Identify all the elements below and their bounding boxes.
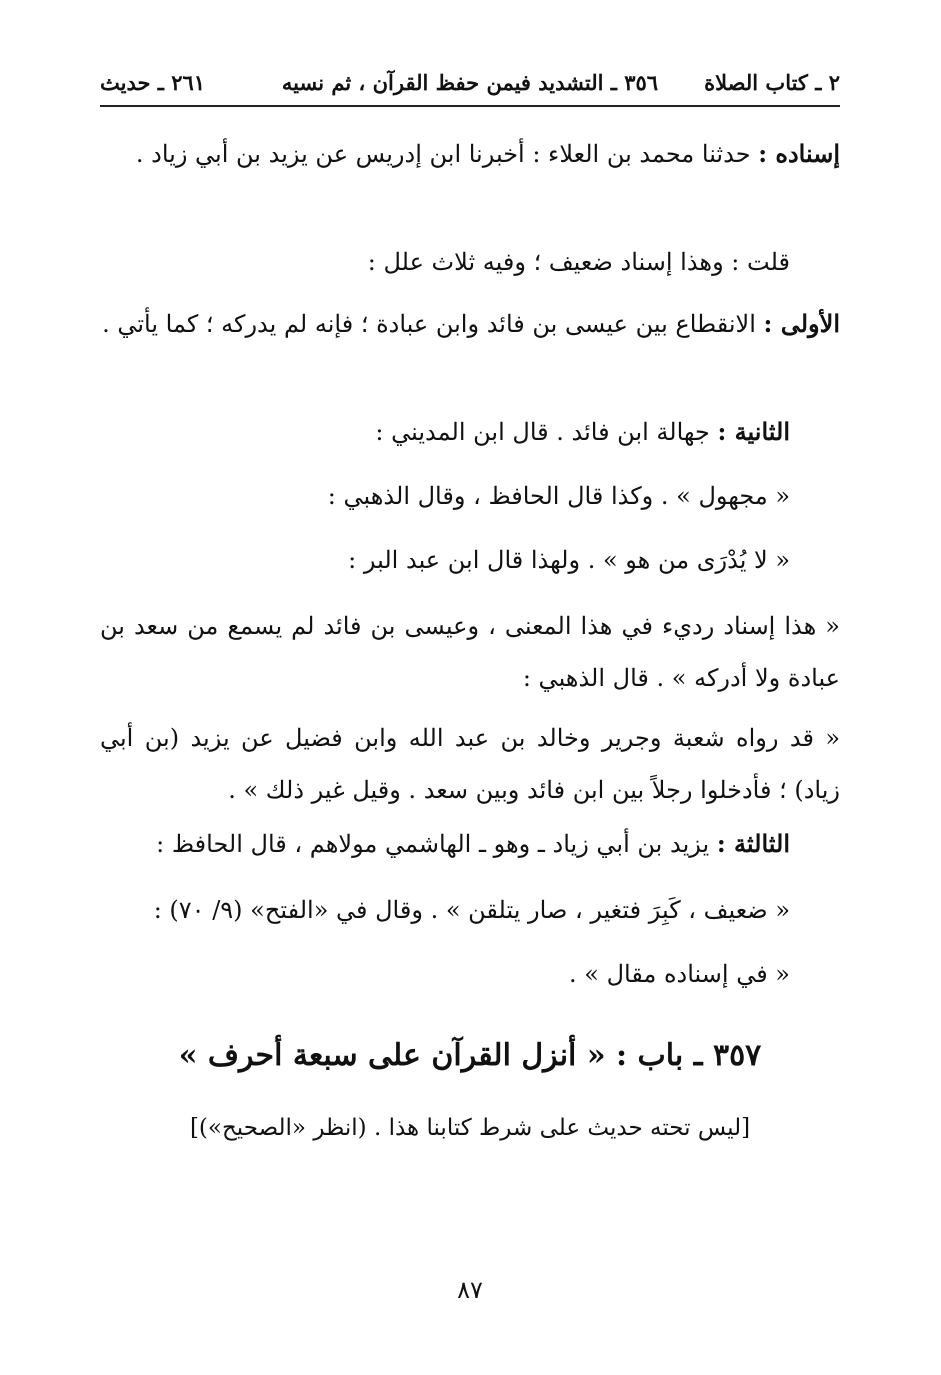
page-number: ٨٧ [457,1276,483,1304]
paragraph-label: الثانية : [717,417,790,446]
paragraph-quote [100,712,840,816]
section-heading: ٣٥٧ ـ باب : « أنزل القرآن على سبعة أحرف » [178,1038,762,1073]
header-rule [100,105,840,107]
paragraph-label: الأولى : [763,309,840,338]
paragraph-quote [100,600,840,704]
paragraph-quote [100,534,790,586]
header-book-title: ٢ ـ كتاب الصلاة [704,69,840,95]
paragraph-label: إسناده : [758,139,840,168]
paragraph-second-defect [100,406,790,458]
paragraph-text: « لا يُدْرَى من هو » . ولهذا قال ابن عبد البر : [348,546,790,574]
section-note: [ليس تحته حديث على شرط كتابنا هذا . (انظر «الصحيح»)] [189,1115,751,1141]
paragraph-quote [100,470,790,522]
paragraph-text: « مجهول » . وكذا قال الحافظ ، وقال الذهبي : [327,482,790,510]
header-chapter-title: ٣٥٦ ـ التشديد فيمن حفظ القرآن ، ثم نسيه [281,69,659,95]
paragraph-text: قلت : وهذا إسناد ضعيف ؛ وفيه ثلاث علل : [367,248,790,276]
paragraph-label: الثالثة : [716,829,790,858]
paragraph-text: يزيد بن أبي زياد ـ وهو ـ الهاشمي مولاهم ، قال الحافظ : [156,830,717,858]
header-hadith-number: ٢٦١ ـ حديث [100,69,206,95]
paragraph-comment [100,236,790,288]
paragraph-text: « قد رواه شعبة وجرير وخالد بن عبد الله وابن فضيل عن يزيد (بن أبي زياد) ؛ فأدخلوا رجلاً بين ابن فائد وبين سعد . وقيل غير ذلك » . [100,724,840,804]
running-header [100,66,840,98]
paragraph-first-defect [100,298,840,350]
paragraph-quote [100,884,790,936]
paragraph-isnad [100,128,840,180]
paragraph-text: « هذا إسناد رديء في هذا المعنى ، وعيسى بن فائد لم يسمع من سعد بن عبادة ولا أدركه » . قال الذهبي : [100,612,840,692]
paragraph-quote [100,948,790,1000]
paragraph-text: الانقطاع بين عيسى بن فائد وابن عبادة ؛ فإنه لم يدركه ؛ كما يأتي . [102,310,764,338]
paragraph-text: « في إسناده مقال » . [569,960,790,988]
paragraph-text: جهالة ابن فائد . قال ابن المديني : [375,418,718,446]
paragraph-third-defect [100,818,790,870]
paragraph-text: « ضعيف ، كَبِرَ فتغير ، صار يتلقن » . وقال في «الفتح» (٩/ ٧٠) : [153,896,790,924]
paragraph-text: حدثنا محمد بن العلاء : أخبرنا ابن إدريس عن يزيد بن أبي زياد . [135,140,759,168]
